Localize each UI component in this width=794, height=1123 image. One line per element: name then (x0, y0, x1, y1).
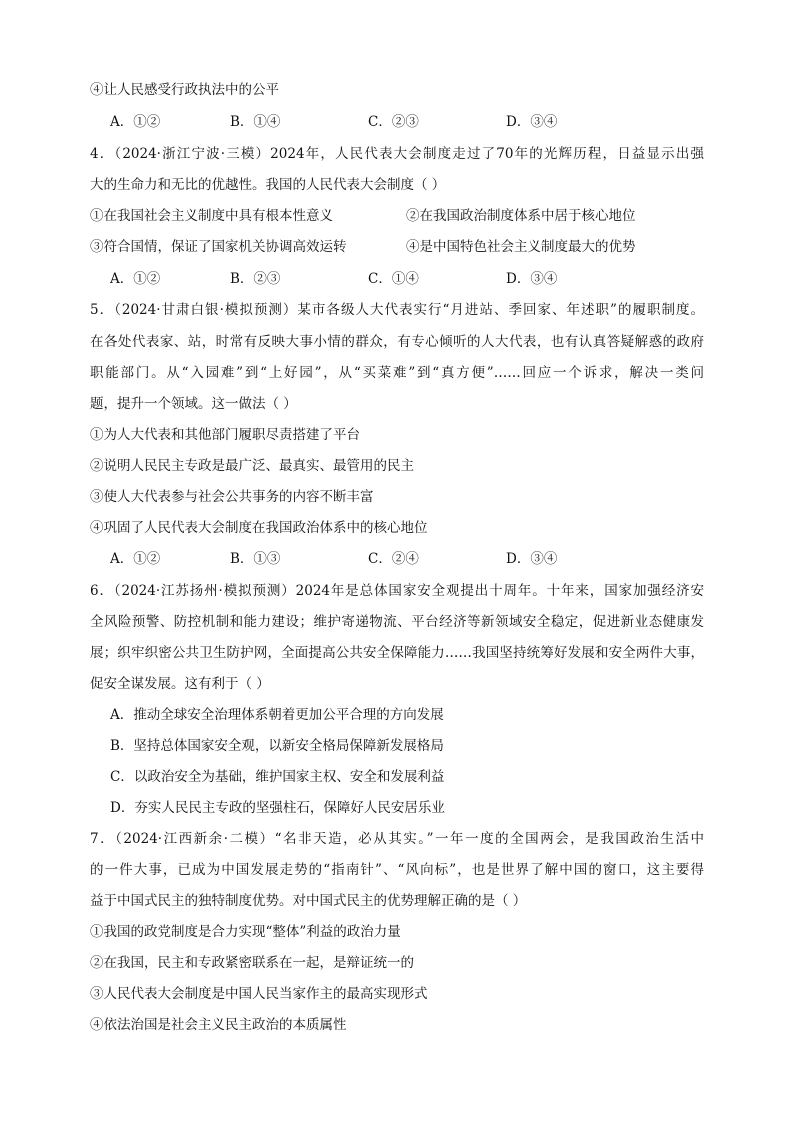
q4-item-4: ④是中国特色社会主义制度最大的优势 (406, 239, 636, 255)
q7-item-3: ③人民代表大会制度是中国人民当家作主的最高实现形式 (90, 986, 428, 1002)
q5-option-a[interactable]: A．①② (110, 551, 161, 567)
q6-option-b[interactable]: B．坚持总体国家安全观，以新安全格局保障新发展格局 (110, 738, 444, 754)
q4-option-d[interactable]: D．③④ (506, 271, 558, 287)
q4-option-a[interactable]: A．①② (110, 271, 161, 287)
q5-stem-line-4: 题，提升一个领域。这一做法（ ） (90, 396, 297, 412)
q6-option-a[interactable]: A．推动全球安全治理体系朝着更加公平合理的方向发展 (110, 707, 444, 723)
q6-stem-line-4: 促安全谋发展。这有利于（ ） (90, 676, 270, 692)
q7-item-2: ②在我国，民主和专政紧密联系在一起，是辩证统一的 (90, 955, 414, 971)
q5-option-c[interactable]: C．②④ (368, 551, 419, 567)
q7-item-1: ①我国的政党制度是合力实现“整体”利益的政治力量 (90, 924, 401, 940)
q6-stem-line-1: 6．（2024·江苏扬州·模拟预测）2024年是总体国家安全观提出十周年。十年来，国家加强经济安 (90, 583, 704, 599)
q4-item-3: ③符合国情，保证了国家机关协调高效运转 (90, 239, 347, 255)
q3-option-d[interactable]: D．③④ (506, 114, 558, 130)
q5-stem-line-2: 在各处代表家、站，时常有反映大事小情的群众，有专心倾听的人大代表，也有认真答疑解惑的政府 (90, 334, 704, 350)
q4-option-c[interactable]: C．①④ (368, 271, 419, 287)
q5-stem-line-3: 职能部门。从“入园难”到“上好园”，从“买菜难”到“真方便”……回应一个诉求，解决一类问 (90, 365, 704, 381)
q4-option-b[interactable]: B．②③ (230, 271, 281, 287)
q5-item-2: ②说明人民民主专政是最广泛、最真实、最管用的民主 (90, 458, 414, 474)
q4-item-1: ①在我国社会主义制度中具有根本性意义 (90, 208, 333, 224)
q5-item-3: ③使人大代表参与社会公共事务的内容不断丰富 (90, 489, 374, 505)
q3-option-b[interactable]: B．①④ (230, 114, 281, 130)
q5-stem-line-1: 5．（2024·甘肃白银·模拟预测）某市各级人大代表实行“月进站、季回家、年述职”的履职制度。 (90, 302, 704, 318)
q3-item-4: ④让人民感受行政执法中的公平 (90, 82, 279, 98)
q6-stem-line-3: 展；织牢织密公共卫生防护网，全面提高公共安全保障能力……我国坚持统筹好发展和安全两件大事， (90, 645, 704, 661)
q4-stem-line-2: 大的生命力和无比的优越性。我国的人民代表大会制度（ ） (90, 177, 446, 193)
q5-option-d[interactable]: D．③④ (506, 551, 558, 567)
q3-option-a[interactable]: A．①② (110, 114, 161, 130)
q3-option-c[interactable]: C．②③ (368, 114, 419, 130)
q5-option-b[interactable]: B．①③ (230, 551, 281, 567)
q6-stem-line-2: 全风险预警、防控机制和能力建设；维护寄递物流、平台经济等新领域安全稳定，促进新业态健康发 (90, 614, 704, 630)
q6-option-d[interactable]: D．夯实人民民主专政的坚强柱石，保障好人民安居乐业 (110, 800, 445, 816)
q7-stem-line-3: 益于中国式民主的独特制度优势。对中国式民主的优势理解正确的是（ ） (90, 893, 527, 909)
q7-item-4: ④依法治国是社会主义民主政治的本质属性 (90, 1017, 347, 1033)
q4-stem-line-1: 4．（2024·浙江宁波·三模）2024年，人民代表大会制度走过了70年的光辉历程，日益显示出强 (90, 146, 704, 162)
q5-item-1: ①为人大代表和其他部门履职尽责搭建了平台 (90, 427, 360, 443)
q4-item-2: ②在我国政治制度体系中居于核心地位 (406, 208, 636, 224)
q6-option-c[interactable]: C．以政治安全为基础，维护国家主权、安全和发展利益 (110, 769, 445, 785)
q7-stem-line-2: 的一件大事，已成为中国发展走势的“指南针”、“风向标”，也是世界了解中国的窗口，这主要得 (90, 862, 704, 878)
q7-stem-line-1: 7．（2024·江西新余·二模）“名非天造，必从其实。”一年一度的全国两会，是我国政治生活中 (90, 831, 704, 847)
q5-item-4: ④巩固了人民代表大会制度在我国政治体系中的核心地位 (90, 520, 428, 536)
